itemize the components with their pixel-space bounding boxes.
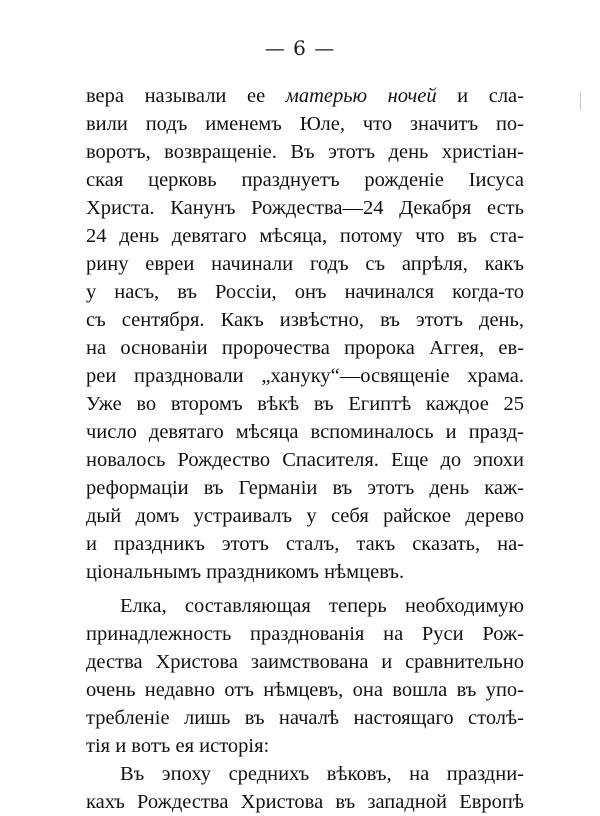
text-line: тiя и вотъ ея исторiя: [86,735,270,757]
text-line: у насъ, въ Россiи, онъ начинался когда-то [86,281,524,303]
text-line: рину евреи начинали годъ съ апрѣля, какъ [86,253,524,275]
text-line: очень недавно отъ нѣмцевъ, она вошла въ упо- [86,679,524,701]
italic-phrase: матерью ночей [285,85,437,107]
page-number: — 6 — [264,36,336,60]
text-line: воротъ, возвращенiе. Въ этотъ день христiан- [86,141,524,163]
text-line: съ сентября. Какъ извѣстно, въ этотъ день, [86,309,524,331]
text-line: и праздникъ этотъ сталъ, такъ сказать, на- [86,533,524,555]
text-line: Уже во второмъ вѣкѣ въ Египтѣ каждое 25 [86,393,524,415]
body-text [86,82,524,816]
text-line: требленiе лишь въ началѣ настоящаго столѣ- [86,707,524,729]
text-line: дества Христова заимствована и сравнительно [86,651,524,673]
text-line: новалось Рождество Спасителя. Еще до эпохи [86,449,524,471]
text-line: ская церковь празднуетъ рожденiе Iисуса [86,169,524,191]
text-line: цiональнымъ праздникомъ нѣмцевъ. [86,561,405,583]
text-line: Христа. Канунъ Рождества—24 Декабря есть [86,197,524,219]
text-line: на основанiи пророчества пророка Аггея, ев- [86,337,524,359]
text-line: принадлежность празднованiя на Руси Рож- [86,623,524,645]
text-line: дый домъ устраивалъ у себя райское дерево [86,505,524,527]
text-line: Елка, составляющая теперь необходимую [120,595,524,617]
paragraph-1 [86,82,524,586]
text-line: Въ эпоху среднихъ вѣковъ, на праздни- [120,763,524,785]
text-line: число девятаго мѣсяца вспоминалось и празд- [86,421,524,443]
text-line: 24 день девятаго мѣсяца, потому что въ ста- [86,225,524,247]
text-line: кахъ Рождества Христова въ западной Европѣ [86,791,524,813]
text-line: вера называли ее матерью ночей и сла- [86,85,524,107]
paragraph-2 [86,592,524,760]
text-line: вили подъ именемъ Юле, что значитъ по- [86,113,524,135]
text-line: реи праздновали „хануку“—освященiе храма. [86,365,524,387]
paragraph-3 [86,760,524,816]
scan-margin-mark [580,92,581,110]
text-line: реформацiи въ Германiи въ этотъ день каж- [86,477,524,499]
